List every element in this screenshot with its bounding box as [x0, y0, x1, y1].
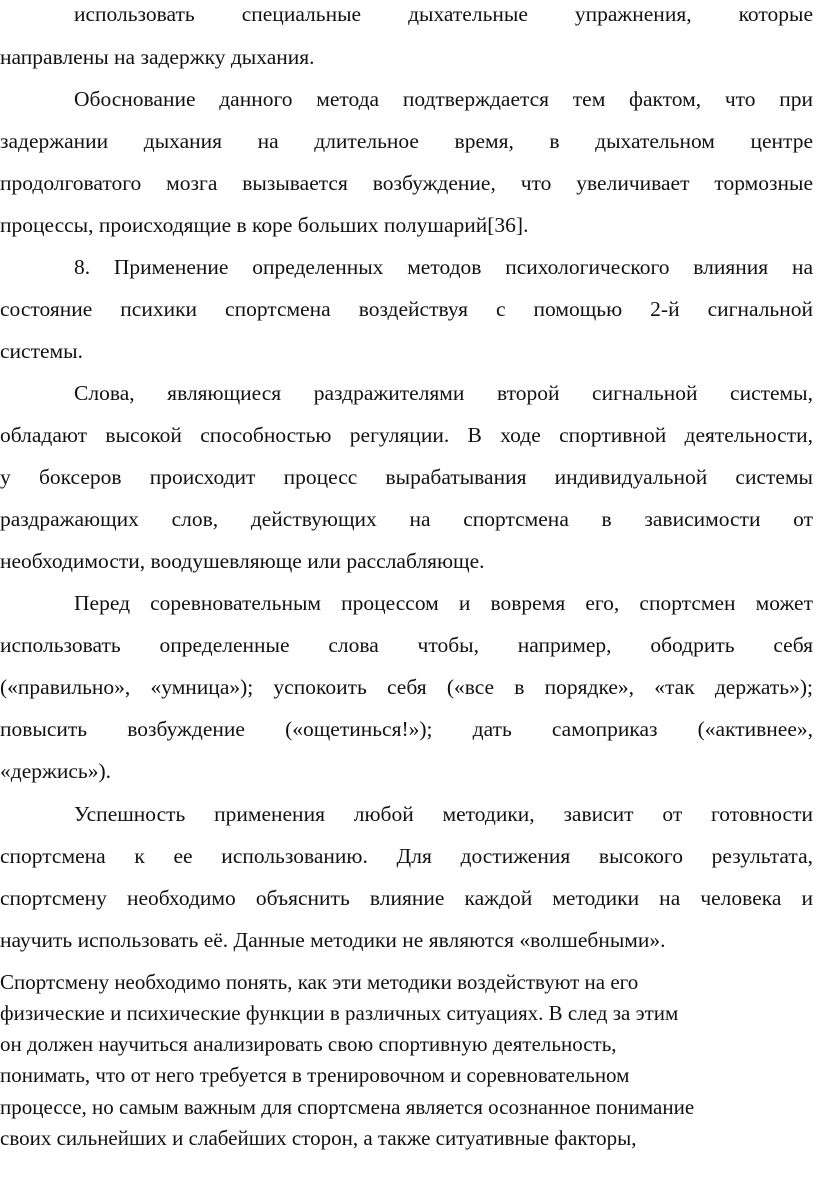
text-line: состояние психики спортсмена воздействуя с помощью 2-й сигнальной [0, 297, 813, 321]
text-line: процессе, но самым важным для спортсмена является осознанное понимание [0, 1095, 695, 1119]
text-line: Спортсмену необходимо понять, как эти методики воздействуют на его [0, 970, 639, 994]
text-line: продолговатого мозга вызывается возбуждение, что увеличивает тормозные [0, 171, 813, 195]
text-line: физические и психические функции в различных ситуациях. В след за этим [0, 1001, 679, 1025]
text-line: раздражающих слов, действующих на спортсмена в зависимости от [0, 507, 813, 531]
text-line: спортсмена к ее использованию. Для достижения высокого результата, [0, 844, 813, 868]
text-line: Обоснование данного метода подтверждается тем фактом, что при [74, 87, 813, 111]
text-line: обладают высокой способностью регуляции. В ходе спортивной деятельности, [0, 423, 813, 447]
text-line: системы. [0, 339, 83, 363]
text-line: («правильно», «умница»); успокоить себя («все в порядке», «так держать»); [0, 675, 813, 699]
text-line: «держись»). [0, 759, 111, 783]
text-line: использовать специальные дыхательные упражнения, которые [74, 2, 813, 26]
text-line: использовать определенные слова чтобы, например, ободрить себя [0, 633, 813, 657]
text-line: необходимости, воодушевляюще или расслабляюще. [0, 549, 485, 573]
text-line: он должен научиться анализировать свою спортивную деятельность, [0, 1032, 617, 1056]
text-line: своих сильнейших и слабейших сторон, а также ситуативные факторы, [0, 1126, 637, 1150]
text-line: направлены на задержку дыхания. [0, 45, 315, 69]
text-line: понимать, что от него требуется в тренировочном и соревновательном [0, 1063, 630, 1087]
text-line: Слова, являющиеся раздражителями второй сигнальной системы, [74, 381, 813, 405]
text-line: 8. Применение определенных методов психологического влияния на [74, 255, 813, 279]
text-line: научить использовать её. Данные методики не являются «волшебными». [0, 928, 666, 952]
text-line: спортсмену необходимо объяснить влияние каждой методики на человека и [0, 886, 813, 910]
text-line: процессы, происходящие в коре больших полушарий[36]. [0, 213, 529, 237]
text-line: Успешность применения любой методики, зависит от готовности [74, 802, 813, 826]
text-line: повысить возбуждение («ощетинься!»); дать самоприказ («активнее», [0, 717, 813, 741]
text-line: у боксеров происходит процесс вырабатывания индивидуальной системы [0, 465, 813, 489]
text-line: задержании дыхания на длительное время, в дыхательном центре [0, 129, 813, 153]
text-line: Перед соревновательным процессом и вовремя его, спортсмен может [74, 591, 813, 615]
